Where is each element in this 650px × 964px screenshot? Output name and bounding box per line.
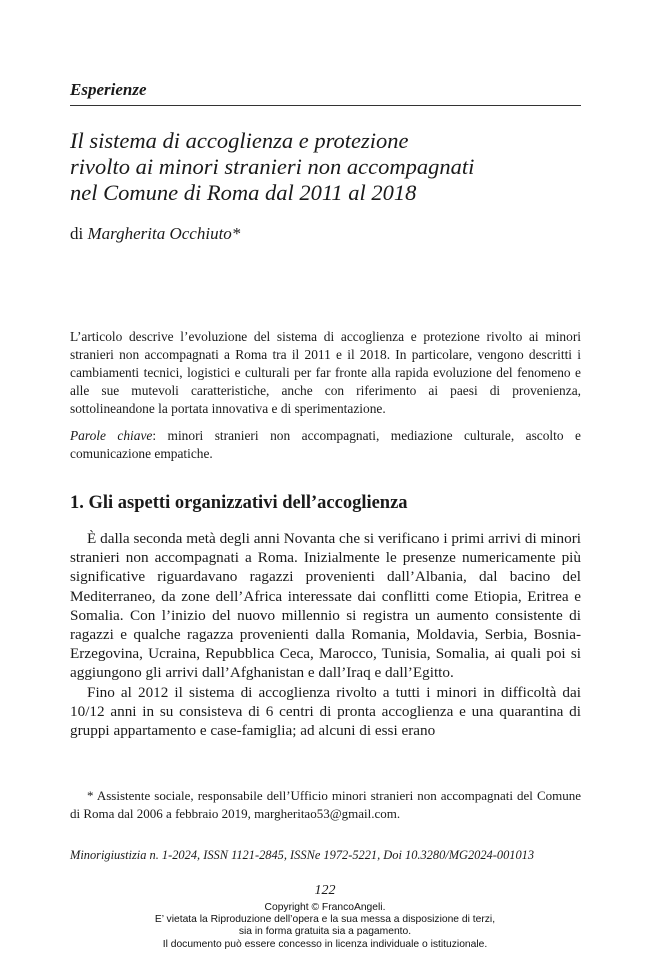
page-number: 122 <box>314 883 336 898</box>
section-label: Esperienze <box>70 80 147 99</box>
author-name: Margherita Occhiuto* <box>87 224 241 243</box>
title-line: rivolto ai minori stranieri non accompagnati <box>70 154 475 179</box>
keywords-text: : minori stranieri non accompagnati, mediazione culturale, ascolto e comunicazione empatiche. <box>70 428 581 461</box>
copyright-line: Copyright © FrancoAngeli. <box>264 902 386 913</box>
title-line: nel Comune di Roma dal 2011 al 2018 <box>70 180 417 205</box>
title-line: Il sistema di accoglienza e protezione <box>70 128 409 153</box>
article-title <box>70 128 590 206</box>
journal-citation: Minorigiustizia n. 1-2024, ISSN 1121-2845, ISSNe 1972-5221, Doi 10.3280/MG2024-001013 <box>70 848 535 862</box>
header-rule <box>70 105 581 106</box>
copyright-line: E’ vietata la Riproduzione dell’opera e la sua messa a disposizione di terzi, <box>154 914 496 926</box>
author-prefix: di <box>70 224 84 243</box>
paragraph: È dalla seconda metà degli anni Novanta che si verificano i primi arrivi di minori stranieri non accompagnati a Roma. Inizialmente le presenze numericamente più significative riguardavano ragazzi provenienti dall’Albania, dal bacino del Mediterraneo, da zone dell’Africa interessate dai conflitti come Etiopia, Eritrea e Somalia. Con l’inizio del nuovo millennio si registra un aumento consistente di ragazzi e qualche ragazza provenienti dalla Romania, Moldavia, Serbia, Bosnia-Erzegovina, Ucraina, Repubblica Ceca, Marocco, Tunisia, Somalia, ai quali poi si aggiungono gli arrivi dall’Afghanistan e dall’Iraq e dall’Egitto. <box>70 530 581 682</box>
footnote: * Assistente sociale, responsabile dell’Ufficio minori stranieri non accompagnati del Comune di Roma dal 2006 a febbraio 2019, margheritao53@gmail.com. <box>70 788 581 821</box>
section-heading: 1. Gli aspetti organizzativi dell’accoglienza <box>70 493 408 513</box>
keywords <box>70 427 581 463</box>
paragraph: Fino al 2012 il sistema di accoglienza rivolto a tutti i minori in difficoltà dai 10/12 anni in su consisteva di 6 centri di pronta accoglienza e una quarantina di gruppi appartamento e case-famiglia; ad alcuni di essi erano <box>70 683 581 740</box>
abstract: L’articolo descrive l’evoluzione del sistema di accoglienza e protezione rivolto ai minori stranieri non accompagnati a Roma tra il 2011 e il 2018. In particolare, vengono descritti i cambiamenti tecnici, logistici e culturali per far fronte alla rapida evoluzione del fenomeno e alle sue mutevoli caratteristiche, anche con riferimento ai paesi di provenienza, sottolineandone la portata innovativa e di sperimentazione. <box>70 329 581 416</box>
keywords-label: Parole chiave <box>70 428 153 443</box>
author-line <box>70 224 240 244</box>
copyright-notice <box>0 902 650 951</box>
copyright-line: sia in forma gratuita sia a pagamento. <box>238 926 412 938</box>
body-text <box>70 529 581 740</box>
copyright-line: Il documento può essere concesso in licenza individuale o istituzionale. <box>162 938 488 950</box>
